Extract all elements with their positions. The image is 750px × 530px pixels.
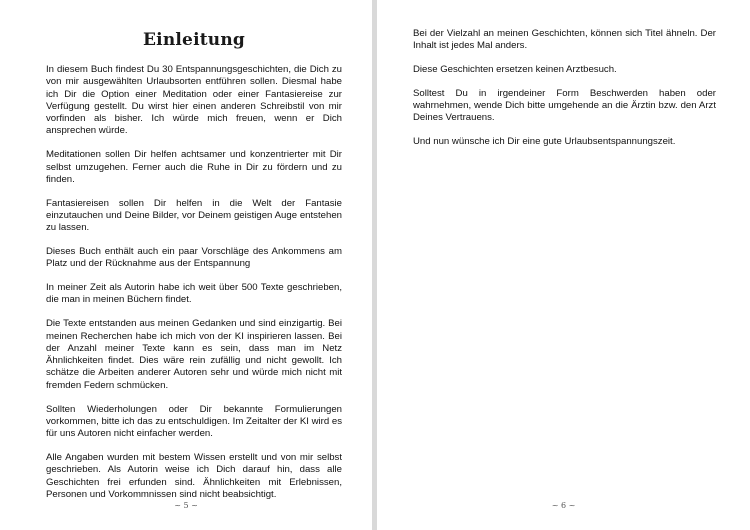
- page-title: Einleitung: [143, 30, 245, 50]
- paragraph: In diesem Buch findest Du 30 Entspannungsgeschichten, die Dich zu von mir ausgewählten Urlaubsorten entführen sollen. Diesmal habe ich Dir die Option einer Meditation oder einer Fantasiereise zur Verfügung gestellt. Du wirst hier einen anderen Schreibstil von mir vorfinden als bisher. Ich würde mich freuen, wenn er Dich ansprechen würde.: [46, 64, 342, 137]
- left-page: [0, 0, 372, 530]
- paragraph: Sollten Wiederholungen oder Dir bekannte Formulierungen vorkommen, bitte ich das zu entschuldigen. Im Zeitalter der KI wird es für uns Autoren nicht einfacher werden.: [46, 403, 342, 440]
- paragraph: Diese Geschichten ersetzen keinen Arztbesuch.: [413, 64, 617, 76]
- right-page: [377, 0, 750, 530]
- paragraph: Bei der Vielzahl an meinen Geschichten, können sich Titel ähneln. Der Inhalt ist jedes Mal anders.: [413, 28, 716, 52]
- paragraph: Fantasiereisen sollen Dir helfen in die Welt der Fantasie einzutauchen und Deine Bilder, vor Deinem geistigen Auge entstehen zu lassen.: [46, 197, 342, 234]
- paragraph: Solltest Du in irgendeiner Form Beschwerden haben oder wahrnehmen, wende Dich bitte umgehende an die Ärztin bzw. den Arzt Deines Vertrauens.: [413, 87, 716, 124]
- page-number: ~ 6 ~: [551, 501, 576, 510]
- paragraph: Die Texte entstanden aus meinen Gedanken und sind einzigartig. Bei meinen Recherchen habe ich mich von der KI inspirieren lassen. Bei der Anzahl meiner Texte kann es sein, dass man im Netz Ähnlichkeiten findet. Dies wäre rein zufällig und nicht gewollt. Ich schätze die Arbeiten anderer Autoren sehr und würde mich nicht mit fremden Federn schmücken.: [46, 318, 342, 391]
- paragraph: Meditationen sollen Dir helfen achtsamer und konzentrierter mit Dir selbst umzugehen. Ferner auch die Ruhe in Dir zu fördern und zu finden.: [46, 149, 342, 185]
- page-number: ~ 5 ~: [174, 501, 198, 510]
- paragraph: Und nun wünsche ich Dir eine gute Urlaubsentspannungszeit.: [413, 136, 676, 148]
- paragraph: Alle Angaben wurden mit bestem Wissen erstellt und von mir selbst geschrieben. Als Autorin weise ich Dich darauf hin, dass alle Geschichten frei erfunden sind. Ähnlichkeiten mit Erlebnissen, Personen und Vorkommnissen sind nicht beabsichtigt.: [46, 451, 342, 500]
- paragraph: Dieses Buch enthält auch ein paar Vorschläge des Ankommens am Platz und der Rücknahme aus der Entspannung: [46, 246, 342, 270]
- paragraph: In meiner Zeit als Autorin habe ich weit über 500 Texte geschrieben, die man in meinen Büchern findet.: [46, 282, 342, 306]
